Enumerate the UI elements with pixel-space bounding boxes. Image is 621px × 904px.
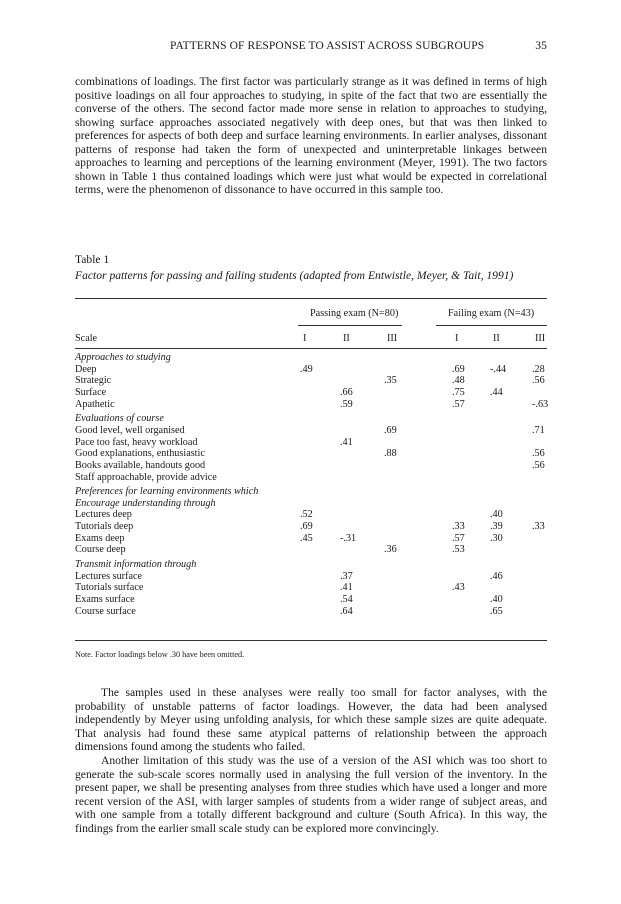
table-section-label: Evaluations of course — [75, 413, 164, 425]
table-row-label: Books available, handouts good — [75, 459, 206, 471]
paragraph-2-text: The samples used in these analyses were really too small for factor analyses, with the probability of unstable patterns of factor loadings. However, the data had been analysed independently by Meyer using unfolding analysis, for which these sample sizes are quite adequate. That analysis had found these same atypical patterns of relationship between the approach dimensions found among the students who failed. — [75, 686, 547, 754]
group-header-failing: Failing exam (N=43) — [448, 308, 535, 319]
group-rule-passing — [298, 325, 402, 326]
table-cell: .53 — [452, 544, 465, 556]
table-cell: .35 — [384, 375, 397, 387]
table-section-label: Encourage understanding through — [75, 497, 216, 509]
table-row-label: Tutorials surface — [75, 582, 144, 594]
table-row-label: Good level, well organised — [75, 424, 185, 436]
table-row-label: Staff approachable, provide advice — [75, 471, 217, 483]
table-bottom-rule — [75, 640, 547, 641]
table-cell: .28 — [532, 363, 545, 375]
factor-header: I — [303, 333, 307, 344]
table-cell: -.44 — [490, 363, 507, 375]
table-cell: .45 — [300, 532, 313, 544]
paragraph-2 — [75, 686, 547, 754]
table-cell: .66 — [340, 386, 353, 398]
table-cell: .41 — [340, 436, 353, 448]
table-cell: .54 — [340, 594, 353, 605]
table-label: Table 1 — [75, 253, 110, 266]
table-cell: .33 — [532, 521, 545, 533]
table-cell: .88 — [384, 448, 397, 460]
table-cell: .65 — [490, 605, 503, 617]
table-cell: .46 — [490, 570, 503, 582]
table-cell: .59 — [340, 398, 353, 410]
table-cell: .56 — [532, 448, 545, 460]
table-row-label: Deep — [75, 363, 97, 375]
table-cell: .52 — [300, 509, 313, 521]
table-cell: .56 — [532, 375, 545, 387]
table-cell: -.31 — [340, 532, 357, 544]
table-cell: .39 — [490, 521, 503, 533]
table-section-label: Approaches to studying — [75, 352, 171, 363]
table-cell: .41 — [340, 582, 353, 594]
table-row-label: Good explanations, enthusiastic — [75, 448, 205, 460]
table-row-label: Exams deep — [75, 532, 125, 544]
paragraph-3-text: Another limitation of this study was the use of a version of the ASI which was too short to generate the sub-scale scores normally used in analysing the full version of the inventory. In the present paper, we shall be presenting analyses from three studies which have used a longer and more recent version of the ASI, with larger samples of students from a wider range of subject areas, and with one sample from a totally different background and culture (South Africa). In this way, the findings from the earlier small scale study can be explored more convincingly. — [75, 754, 547, 835]
table-cell: .69 — [384, 424, 397, 436]
factor-header: I — [455, 333, 459, 344]
table-row-label: Lectures deep — [75, 509, 132, 521]
table-caption: Factor patterns for passing and failing students (adapted from Entwistle, Meyer, & Tait, 1991) — [75, 269, 514, 282]
table-cell: .40 — [490, 594, 503, 605]
table-cell: .49 — [300, 363, 313, 375]
table-row-label: Course deep — [75, 544, 126, 556]
table-cell: .69 — [452, 363, 465, 375]
table-cell: .33 — [452, 521, 465, 533]
table-row-label: Pace too fast, heavy workload — [75, 436, 198, 448]
group-rule-failing — [436, 325, 547, 326]
table-cell: .75 — [452, 386, 465, 398]
table-cell: .56 — [532, 459, 545, 471]
table-cell: .40 — [490, 509, 503, 521]
running-title: PATTERNS OF RESPONSE TO ASSIST ACROSS SUBGROUPS — [170, 40, 485, 52]
table-top-rule — [75, 298, 547, 299]
scale-header: Scale — [75, 333, 98, 344]
table-row-label: Tutorials deep — [75, 521, 134, 533]
factor-header: III — [535, 333, 546, 344]
table-cell: .44 — [490, 386, 503, 398]
table-cell: .69 — [300, 521, 313, 533]
table-row-label: Strategic — [75, 375, 112, 387]
table-cell: .37 — [340, 570, 353, 582]
table-section-label: Transmit information through — [75, 559, 197, 571]
table-row-label: Lectures surface — [75, 570, 143, 582]
table-row-label: Surface — [75, 386, 107, 398]
table-cell: .71 — [532, 424, 545, 436]
table-row-label: Exams surface — [75, 594, 135, 605]
page-number: 35 — [535, 40, 547, 52]
table-cell: .57 — [452, 532, 465, 544]
table-cell: .43 — [452, 582, 465, 594]
table-note: Note. Factor loadings below .30 have been omitted. — [75, 650, 245, 659]
table-cell: .48 — [452, 375, 465, 387]
table-cell: .64 — [340, 605, 353, 617]
table-section-label: Preferences for learning environments which — [75, 486, 259, 498]
table-row-label: Apathetic — [75, 398, 115, 410]
paragraph-1: combinations of loadings. The first factor was particularly strange as it was defined in terms of high positive loadings on all four approaches to studying, in spite of the fact that two are essentially the converse of the others. The second factor made more sense in relation to approaches to studying, showing surface approaches associated negatively with deep ones, but that was then linked to preferences for aspects of both deep and surface learning environments. In earlier analyses, dissonant patterns of response had taken the form of unexpected and uninterpretable linkages between approaches to learning and perceptions of the learning environment (Meyer, 1991). The two factors shown in Table 1 thus contained loadings which were just what would be expected in correlational terms, were the phenomenon of dissonance to have occurred in this sample too. — [75, 75, 547, 197]
factor-header: II — [343, 333, 350, 344]
table-row-label: Course surface — [75, 605, 136, 617]
table-header-rule — [75, 348, 547, 349]
table-cell: .30 — [490, 532, 503, 544]
table-cell: .57 — [452, 398, 465, 410]
group-header-passing: Passing exam (N=80) — [310, 308, 399, 319]
factor-header: III — [387, 333, 398, 344]
table-cell: .36 — [384, 544, 397, 556]
factor-header: II — [493, 333, 500, 344]
paragraph-3 — [75, 754, 547, 835]
table-cell: -.63 — [532, 398, 549, 410]
